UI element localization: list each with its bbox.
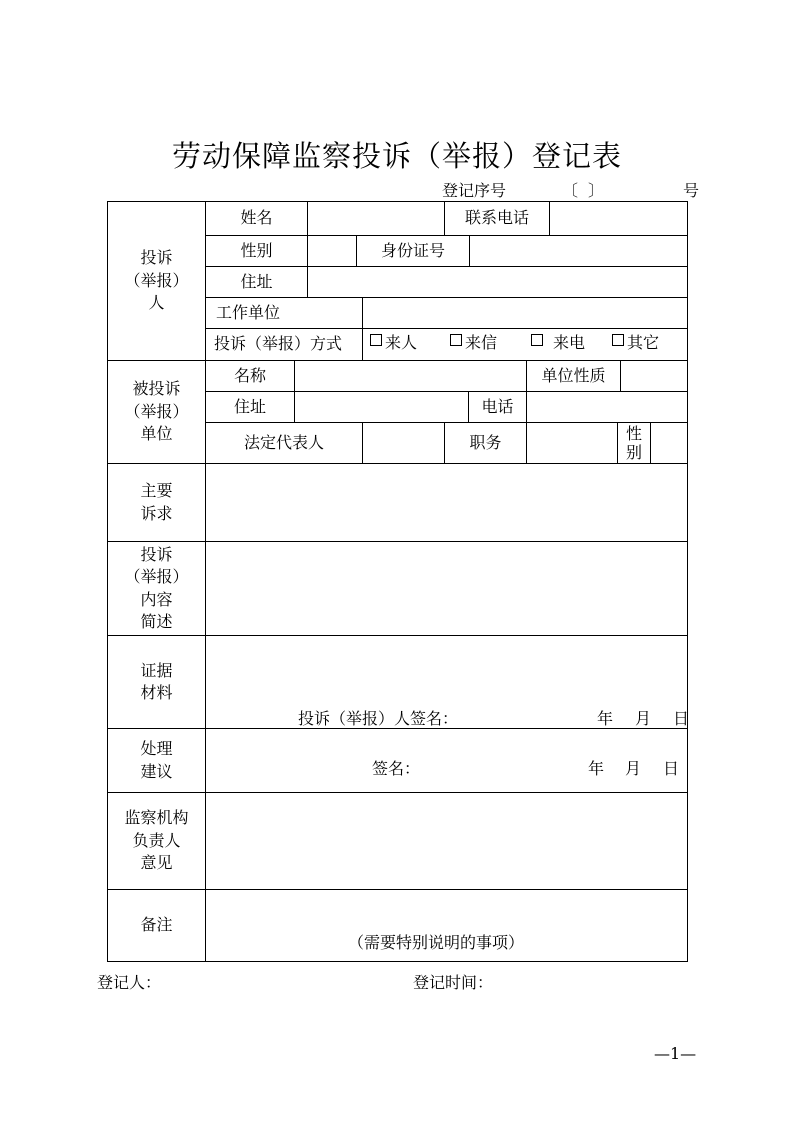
complainant-address-label: 住址 <box>240 271 273 291</box>
respondent-gender-field[interactable] <box>651 423 687 463</box>
respondent-name-field[interactable] <box>295 361 526 391</box>
respondent-gender-label: 性 别 <box>625 423 642 462</box>
content-summary-label: 投诉 （举报） 内容 简述 <box>124 544 189 631</box>
complainant-work-unit-label: 工作单位 <box>216 302 281 322</box>
respondent-phone-field[interactable] <box>527 392 687 422</box>
respondent-address-label: 住址 <box>233 396 266 416</box>
respondent-address-field[interactable] <box>295 392 468 422</box>
method-option-visit[interactable]: 来人 <box>370 330 417 353</box>
registration-bracket-close: 〕 <box>588 181 605 200</box>
method-option-letter[interactable]: 来信 <box>450 330 497 353</box>
complainant-id-label: 身份证号 <box>380 240 445 260</box>
respondent-position-label: 职务 <box>469 432 502 452</box>
registrar-label: 登记人： <box>97 973 162 992</box>
respondent-name-label: 名称 <box>233 365 266 385</box>
complaint-method-label: 投诉（举报）方式 <box>214 334 343 354</box>
respondent-nature-field[interactable] <box>621 361 687 391</box>
evidence-year-label: 年 <box>597 709 614 728</box>
handling-month-label: 月 <box>625 759 642 778</box>
evidence-label: 证据 材料 <box>140 660 173 702</box>
evidence-month-label: 月 <box>635 709 652 728</box>
supervisor-opinion-field[interactable] <box>206 793 687 889</box>
registration-number-suffix: 号 <box>683 181 700 200</box>
page-title: 劳动保障监察投诉（举报）登记表 <box>171 139 622 173</box>
checkbox-icon <box>531 334 543 346</box>
complainant-signature-label: 投诉（举报）人签名： <box>298 709 459 728</box>
respondent-section-label: 被投诉 （举报） 单位 <box>124 379 189 444</box>
handler-signature-label: 签名： <box>372 759 421 778</box>
handling-suggestion-field[interactable] <box>206 729 687 792</box>
complainant-work-unit-field[interactable] <box>363 298 687 328</box>
registration-bracket-open: 〔 <box>562 181 579 200</box>
content-summary-field[interactable] <box>206 542 687 635</box>
handling-day-label: 日 <box>663 759 680 778</box>
supervisor-opinion-label: 监察机构 负责人 意见 <box>124 808 189 873</box>
complainant-phone-label: 联系电话 <box>464 208 529 228</box>
complainant-address-field[interactable] <box>308 267 687 297</box>
respondent-legal-rep-field[interactable] <box>363 423 444 463</box>
registration-number-label: 登记序号 <box>442 181 507 200</box>
page-number: —1— <box>654 1044 697 1063</box>
remarks-note: （需要特别说明的事项） <box>348 933 525 952</box>
handling-year-label: 年 <box>588 759 605 778</box>
checkbox-icon <box>370 334 382 346</box>
respondent-phone-label: 电话 <box>481 396 514 416</box>
method-option-call[interactable]: 来电 <box>531 330 585 353</box>
complainant-name-label: 姓名 <box>240 208 273 228</box>
registration-time-label: 登记时间： <box>413 973 494 992</box>
remarks-label: 备注 <box>140 915 173 935</box>
main-request-field[interactable] <box>206 464 687 541</box>
complainant-section-label: 投诉 （举报） 人 <box>124 248 189 313</box>
respondent-nature-label: 单位性质 <box>541 365 606 385</box>
checkbox-icon <box>450 334 462 346</box>
evidence-day-label: 日 <box>673 709 690 728</box>
complainant-name-field[interactable] <box>308 202 444 235</box>
checkbox-icon <box>612 334 624 346</box>
complainant-gender-label: 性别 <box>240 240 273 260</box>
complainant-gender-field[interactable] <box>308 236 356 266</box>
handling-suggestion-label: 处理 建议 <box>140 739 173 781</box>
complainant-phone-field[interactable] <box>550 202 687 235</box>
respondent-position-field[interactable] <box>527 423 617 463</box>
main-request-label: 主要 诉求 <box>140 481 173 523</box>
respondent-legal-rep-label: 法定代表人 <box>243 432 324 452</box>
method-option-other[interactable]: 其它 <box>612 330 659 353</box>
complainant-id-field[interactable] <box>470 236 687 266</box>
